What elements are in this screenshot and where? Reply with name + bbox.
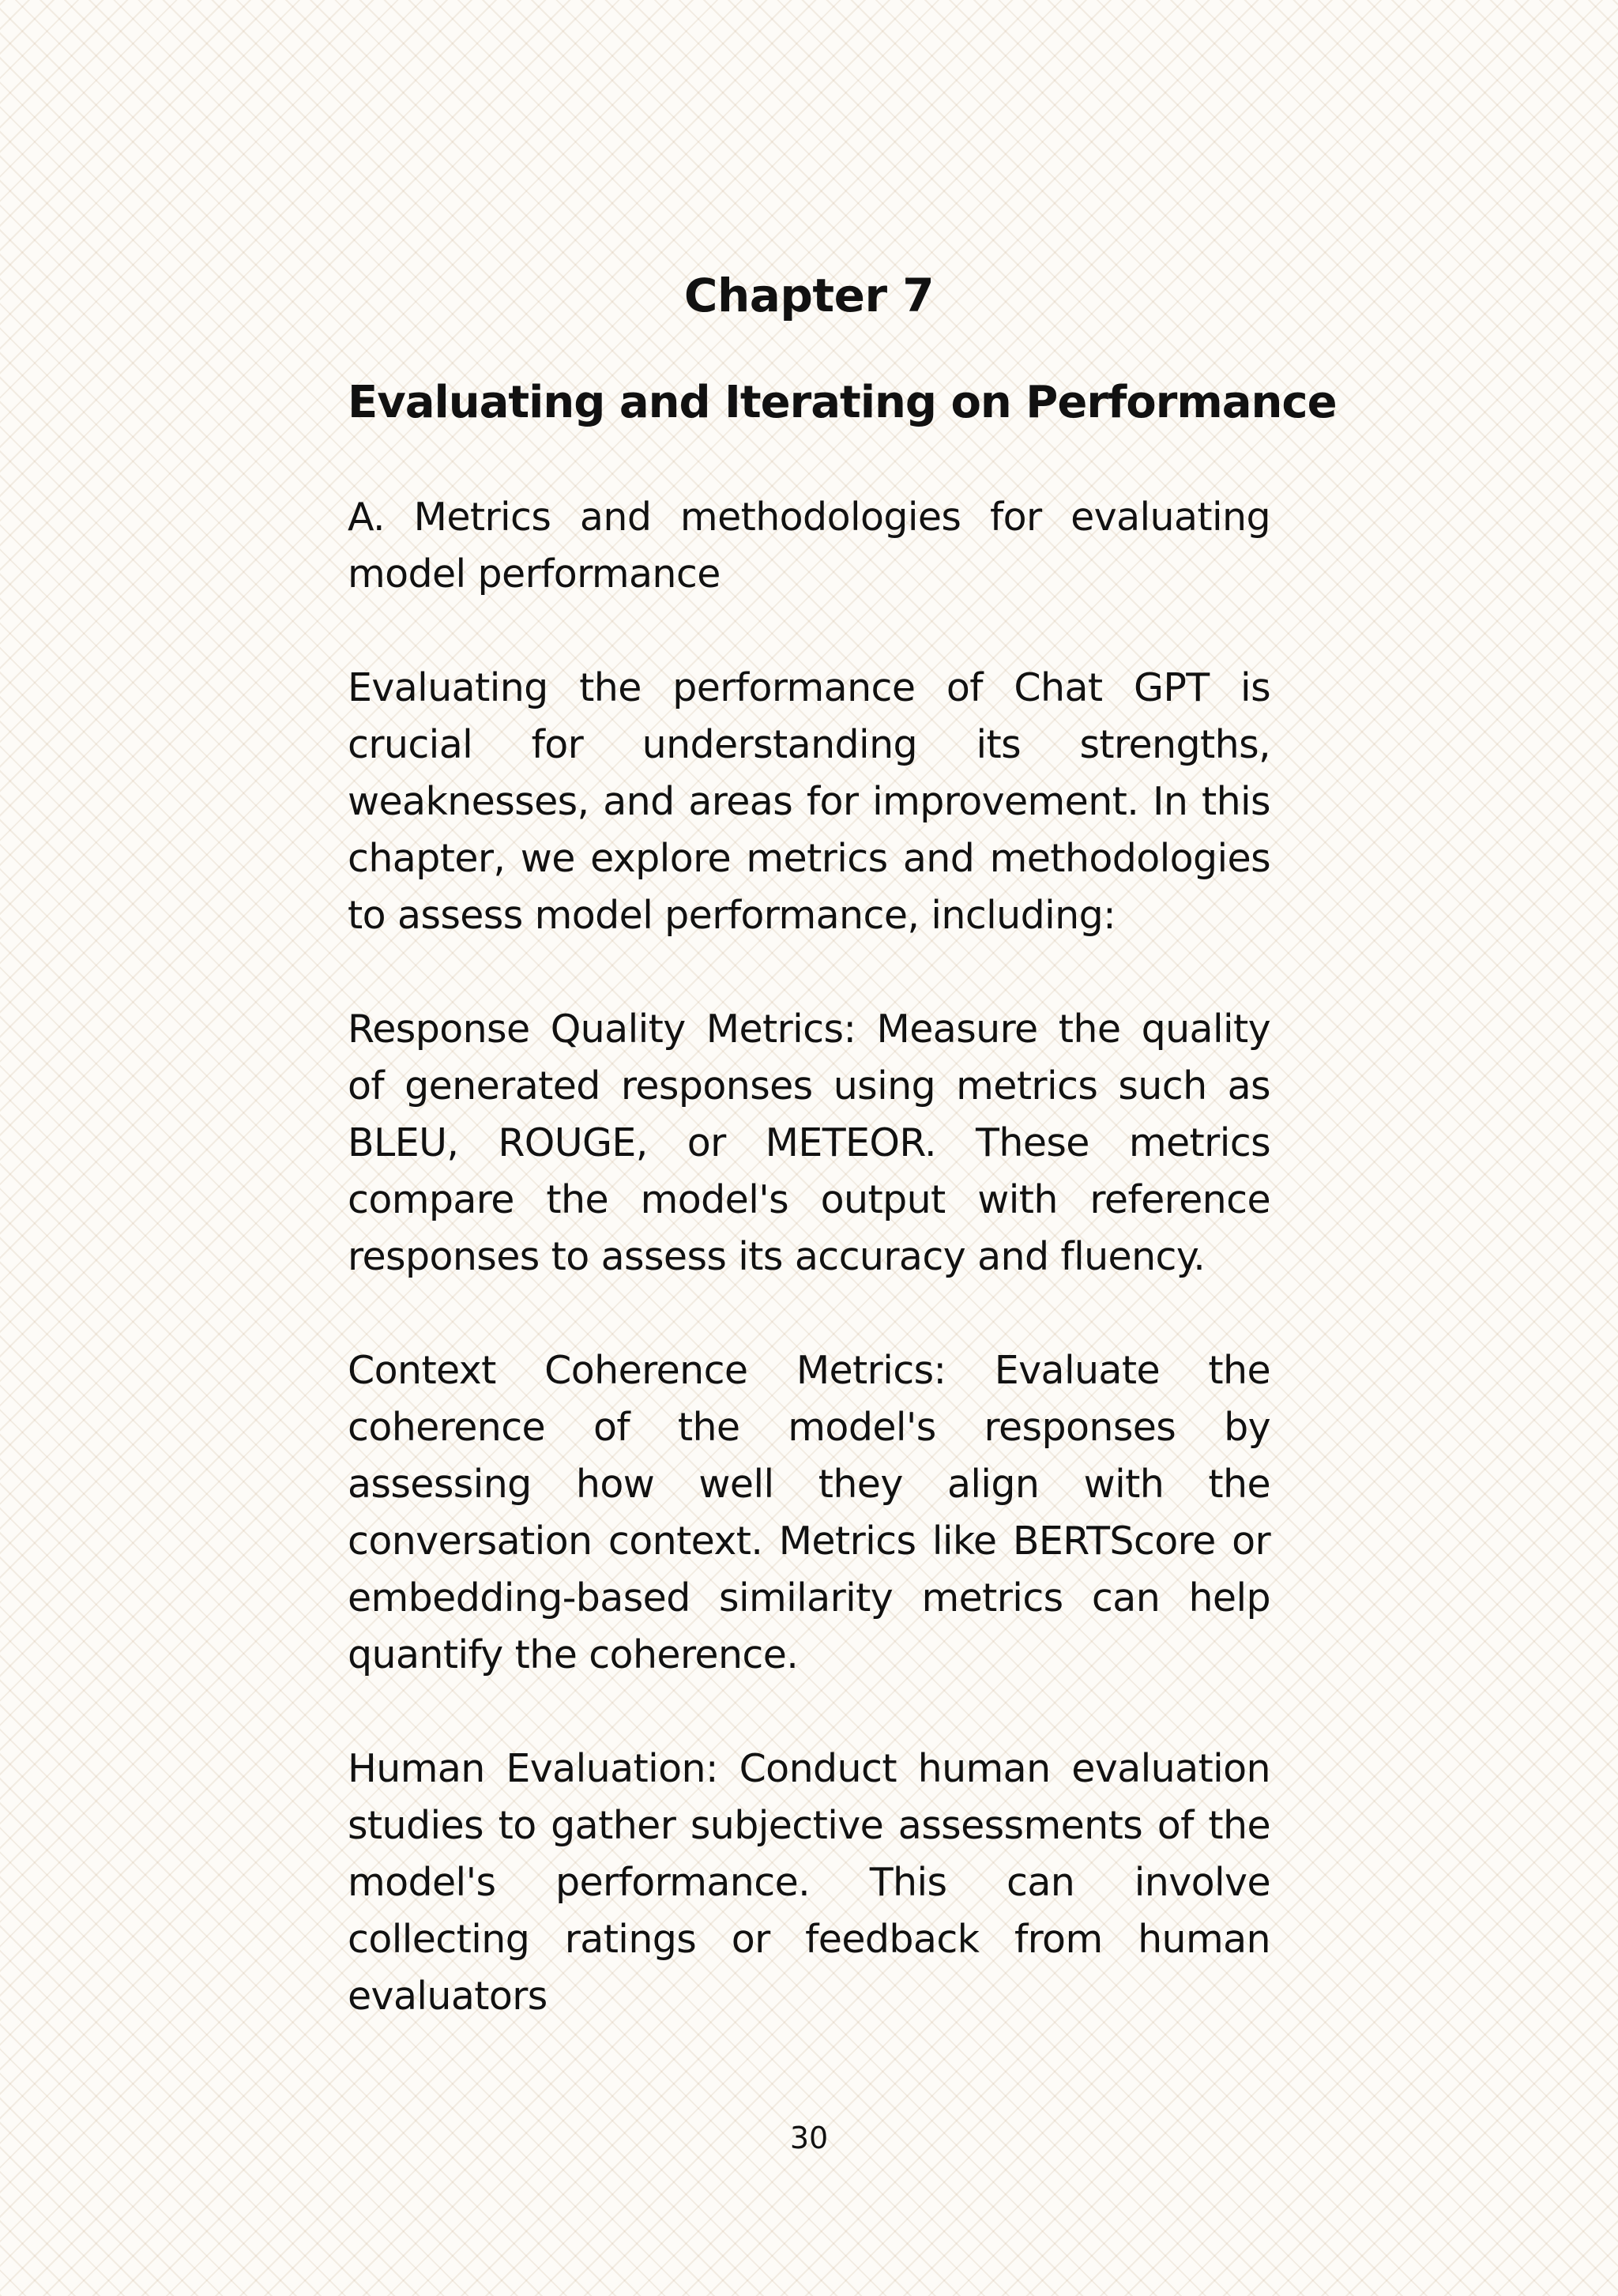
response-quality-paragraph: Response Quality Metrics: Measure the quality of generated responses using metrics such as BLEU, ROUGE, or METEOR. These metrics compare the model's output with reference responses to assess its accuracy and fluency. xyxy=(348,1006,1270,1279)
intro-paragraph: Evaluating the performance of Chat GPT is crucial for understanding its strengths, weaknesses, and areas for improvement. In this chapter, we explore metrics and methodologies to assess model performance, including: xyxy=(348,664,1270,938)
context-coherence-paragraph: Context Coherence Metrics: Evaluate the coherence of the model's responses by assessing how well they align with the conversation context. Metrics like BERTScore or embedding-based similarity metrics can help quantify the coherence. xyxy=(348,1347,1270,1677)
chapter-title: Chapter 7 xyxy=(683,269,935,322)
section-heading-paragraph: A. Metrics and methodologies for evaluating model performance xyxy=(348,494,1270,597)
human-evaluation-paragraph: Human Evaluation: Conduct human evaluation studies to gather subjective assessments of the model's performance. This can involve collecting ratings or feedback from human evaluators xyxy=(348,1745,1270,2019)
page-number: 30 xyxy=(789,2121,829,2155)
page-content xyxy=(348,269,1337,2025)
chapter-subtitle: Evaluating and Iterating on Performance xyxy=(348,376,1337,428)
